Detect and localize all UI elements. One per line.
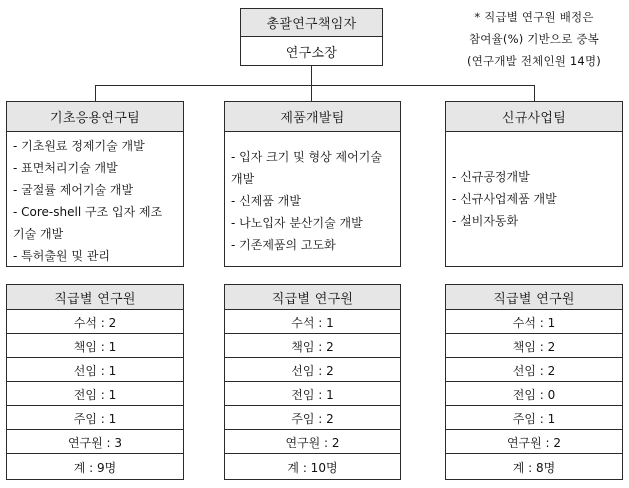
team-1-staff-table — [6, 284, 184, 480]
team-2-task: - 기존제품의 고도화 — [231, 234, 400, 256]
team-1-staff-header: 직급별 연구원 — [7, 285, 183, 309]
team-2-task: - 신제품 개발 — [231, 190, 400, 212]
team-1-task: - 특허출원 및 관리 — [13, 245, 183, 267]
team-3-task: - 신규공정개발 — [452, 166, 622, 188]
team-1-staff-row: 책임 : 1 — [7, 333, 183, 358]
team-2-staff-row: 전임 : 1 — [225, 381, 400, 406]
team-3-staff-table — [445, 284, 623, 480]
connector-team-3 — [534, 85, 535, 101]
team-1-staff-row: 주임 : 1 — [7, 405, 183, 430]
team-3-staff-row: 수석 : 1 — [446, 309, 622, 334]
note-line-2: 참여율(%) 기반으로 중복 — [469, 32, 599, 46]
team-3-staff-total: 계 : 8명 — [446, 453, 622, 480]
team-3-staff-row: 선임 : 2 — [446, 357, 622, 382]
team-1-staff-row: 연구원 : 3 — [7, 429, 183, 454]
team-3-staff-row: 책임 : 2 — [446, 333, 622, 358]
team-1-task: - Core-shell 구조 입자 제조기술 개발 — [13, 201, 163, 245]
staffing-note — [445, 6, 623, 72]
team-2-staff-row: 주임 : 2 — [225, 405, 400, 430]
team-2-task: - 입자 크기 및 형상 제어기술 개발 — [231, 146, 391, 190]
team-2-header: 제품개발팀 — [224, 101, 401, 132]
team-1-staff-row: 수석 : 2 — [7, 309, 183, 334]
director-title: 총괄연구책임자 — [241, 9, 382, 37]
team-1-staff-row: 전임 : 1 — [7, 381, 183, 406]
team-1-task: - 굴절률 제어기술 개발 — [13, 179, 183, 201]
team-1-task: - 기초원료 정제기술 개발 — [13, 135, 183, 157]
team-3-staff-row: 연구원 : 2 — [446, 429, 622, 454]
team-3-staff-header: 직급별 연구원 — [446, 285, 622, 309]
director-box — [240, 8, 383, 66]
note-line-3: (연구개발 전체인원 14명) — [467, 54, 601, 68]
team-2-staff-header: 직급별 연구원 — [225, 285, 400, 309]
team-1-task: - 표면처리기술 개발 — [13, 157, 183, 179]
team-1-staff-row: 선임 : 1 — [7, 357, 183, 382]
team-3-header: 신규사업팀 — [445, 101, 623, 132]
note-line-1: * 직급별 연구원 배정은 — [474, 10, 594, 24]
team-3-staff-row: 전임 : 0 — [446, 381, 622, 406]
connector-team-2 — [311, 85, 312, 101]
director-subtitle: 연구소장 — [285, 45, 338, 61]
team-2-staff-table — [224, 284, 401, 480]
connector-trunk — [311, 66, 312, 85]
connector-branch — [95, 85, 534, 86]
team-1-tasks — [6, 131, 184, 267]
team-2-task: - 나노입자 분산기술 개발 — [231, 212, 400, 234]
team-3-task: - 설비자동화 — [452, 210, 622, 232]
team-1-staff-total: 계 : 9명 — [7, 453, 183, 480]
team-3-task: - 신규사업제품 개발 — [452, 188, 622, 210]
team-3-tasks — [445, 131, 623, 267]
team-2-staff-row: 책임 : 2 — [225, 333, 400, 358]
team-2-tasks — [224, 131, 401, 267]
team-2-staff-row: 연구원 : 2 — [225, 429, 400, 454]
team-2-staff-row: 수석 : 1 — [225, 309, 400, 334]
team-2-staff-total: 계 : 10명 — [225, 453, 400, 480]
connector-team-1 — [95, 85, 96, 101]
team-2-staff-row: 선임 : 2 — [225, 357, 400, 382]
team-3-staff-row: 주임 : 1 — [446, 405, 622, 430]
team-1-header: 기초응용연구팀 — [6, 101, 184, 132]
